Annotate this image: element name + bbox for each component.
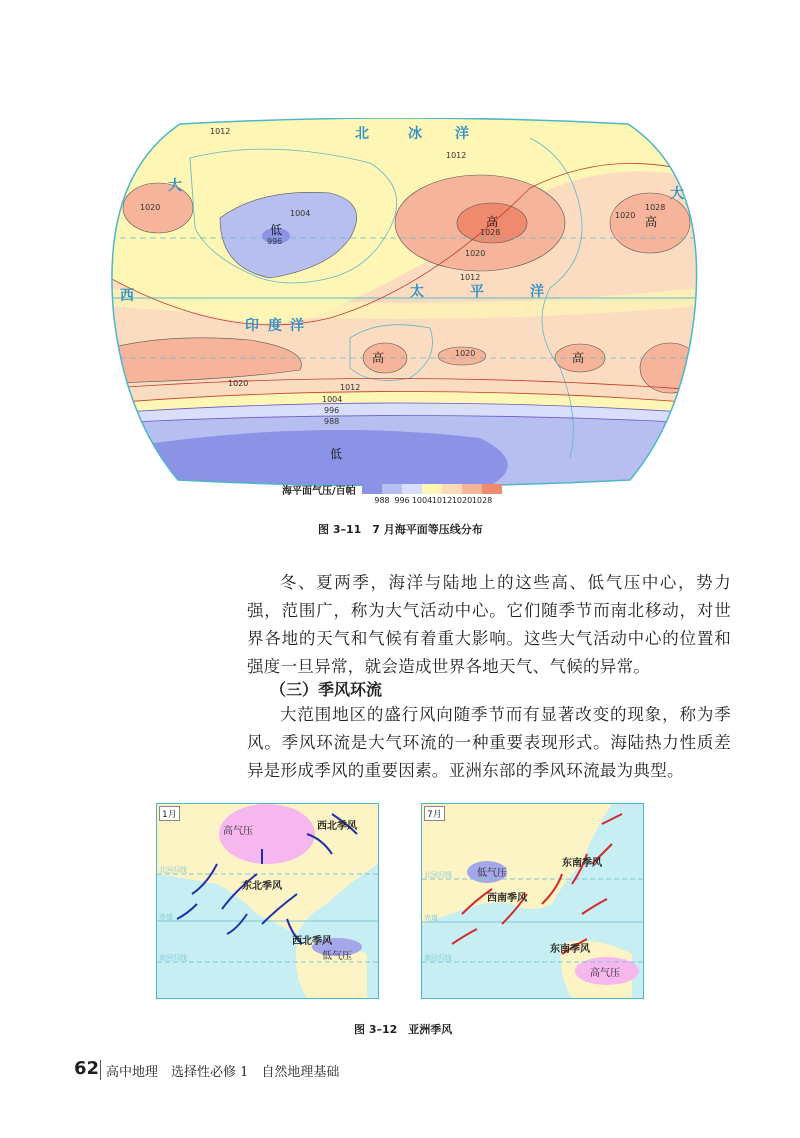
legend-swatch xyxy=(462,484,482,494)
section-heading: （三）季风环流 xyxy=(270,680,383,699)
low-pressure-label: 低 xyxy=(270,223,283,237)
wind-label: 东南季风 xyxy=(550,944,590,955)
isobar-value: 1012 xyxy=(460,273,481,282)
isobar-value: 1004 xyxy=(322,395,343,404)
isobar-value: 1012 xyxy=(210,127,231,136)
page-number: 62 xyxy=(74,1058,100,1079)
legend-tick: 1028 xyxy=(471,496,493,505)
ocean-label: 洋 xyxy=(455,126,469,142)
wind-label: 西北季风 xyxy=(292,936,332,947)
high-pressure-label: 高气压 xyxy=(223,826,253,837)
wind-label: 西南季风 xyxy=(487,893,527,904)
high-pressure-label: 高气压 xyxy=(590,968,620,979)
latitude-label: 北回归线 xyxy=(424,871,452,879)
figure-caption-3-11: 图 3–11 7 月海平面等压线分布 xyxy=(318,523,483,536)
ocean-label: 冰 xyxy=(408,126,422,142)
latitude-label: 南回归线 xyxy=(424,954,452,962)
pressure-legend xyxy=(282,482,542,504)
low-pressure-label: 低气压 xyxy=(477,868,507,879)
isobar-value: 1020 xyxy=(615,211,636,220)
figure-caption-3-12: 图 3–12 亚洲季风 xyxy=(354,1023,453,1036)
legend-swatch xyxy=(402,484,422,494)
paragraph-activity-centers: 冬、夏两季，海洋与陆地上的这些高、低气压中心，势力强，范围广，称为大气活动中心。它们随季节而南北移动，对世界各地的天气和气候有着重大影响。这些大气活动中心的位置和强度一旦异常，就会造成世界各地天气、气候的异常。 xyxy=(247,573,731,676)
monsoon-map-january xyxy=(156,803,379,999)
latitude-label: 赤道 xyxy=(159,913,173,921)
isobar-value: 996 xyxy=(267,237,283,246)
isobar-value: 1012 xyxy=(340,383,361,392)
wind-label: 东北季风 xyxy=(242,881,282,892)
wind-label: 东南季风 xyxy=(562,858,602,869)
isobar-value: 988 xyxy=(324,417,340,426)
legend-swatch xyxy=(442,484,462,494)
latitude-label: 赤道 xyxy=(424,914,438,922)
ocean-label: 度 xyxy=(268,318,282,334)
legend-swatch xyxy=(482,484,502,494)
legend-tick: 1004 xyxy=(411,496,433,505)
isobar-value: 1028 xyxy=(645,203,666,212)
paragraph-monsoon: 大范围地区的盛行风向随季节而有显著改变的现象，称为季风。季风环流是大气环流的一种重要表现形式。海陆热力性质差异是形成季风的重要因素。亚洲东部的季风环流最为典型。 xyxy=(247,705,731,780)
ocean-label: 洋 xyxy=(290,318,304,334)
low-pressure-label: 低 xyxy=(330,447,343,461)
isobar-value: 1020 xyxy=(228,379,249,388)
ocean-label: 洋 xyxy=(530,284,544,300)
low-pressure-label: 低气压 xyxy=(322,951,352,962)
legend-title: 海平面气压/百帕 xyxy=(282,486,356,497)
legend-swatch xyxy=(422,484,442,494)
wind-label: 西北季风 xyxy=(317,821,357,832)
legend-swatch xyxy=(382,484,402,494)
legend-tick: 1020 xyxy=(451,496,473,505)
ocean-label: 大 xyxy=(168,178,182,194)
high-pressure-label: 高 xyxy=(572,351,585,365)
ocean-label: 平 xyxy=(470,284,484,300)
high-pressure-label: 高 xyxy=(486,215,499,229)
footer-divider xyxy=(100,1060,101,1080)
month-label: 1月 xyxy=(159,806,180,821)
ocean-label: 太 xyxy=(410,284,424,300)
isobar-value: 1020 xyxy=(455,349,476,358)
monsoon-map-july xyxy=(421,803,644,999)
isobar-value: 1004 xyxy=(290,209,311,218)
ocean-label: 印 xyxy=(245,318,259,334)
isobar-value: 1012 xyxy=(446,151,467,160)
ocean-label: 北 xyxy=(355,126,369,142)
high-pressure-label: 高 xyxy=(372,351,385,365)
isobar-value: 1020 xyxy=(465,249,486,258)
high-pressure-label: 高 xyxy=(645,215,658,229)
legend-tick: 1012 xyxy=(431,496,453,505)
isobar-value: 1028 xyxy=(480,228,501,237)
legend-swatch xyxy=(362,484,382,494)
legend-tick: 988 xyxy=(374,496,390,505)
latitude-label: 北回归线 xyxy=(159,866,187,874)
isobar-value: 996 xyxy=(324,406,340,415)
ocean-label: 大 xyxy=(670,186,684,202)
latitude-label: 南回归线 xyxy=(159,954,187,962)
book-title: 高中地理 选择性必修 1 自然地理基础 xyxy=(106,1065,340,1080)
world-pressure-map xyxy=(110,118,698,486)
ocean-label: 西 xyxy=(120,288,134,304)
legend-tick: 996 xyxy=(394,496,410,505)
isobar-value: 1020 xyxy=(140,203,161,212)
month-label: 7月 xyxy=(424,806,445,821)
